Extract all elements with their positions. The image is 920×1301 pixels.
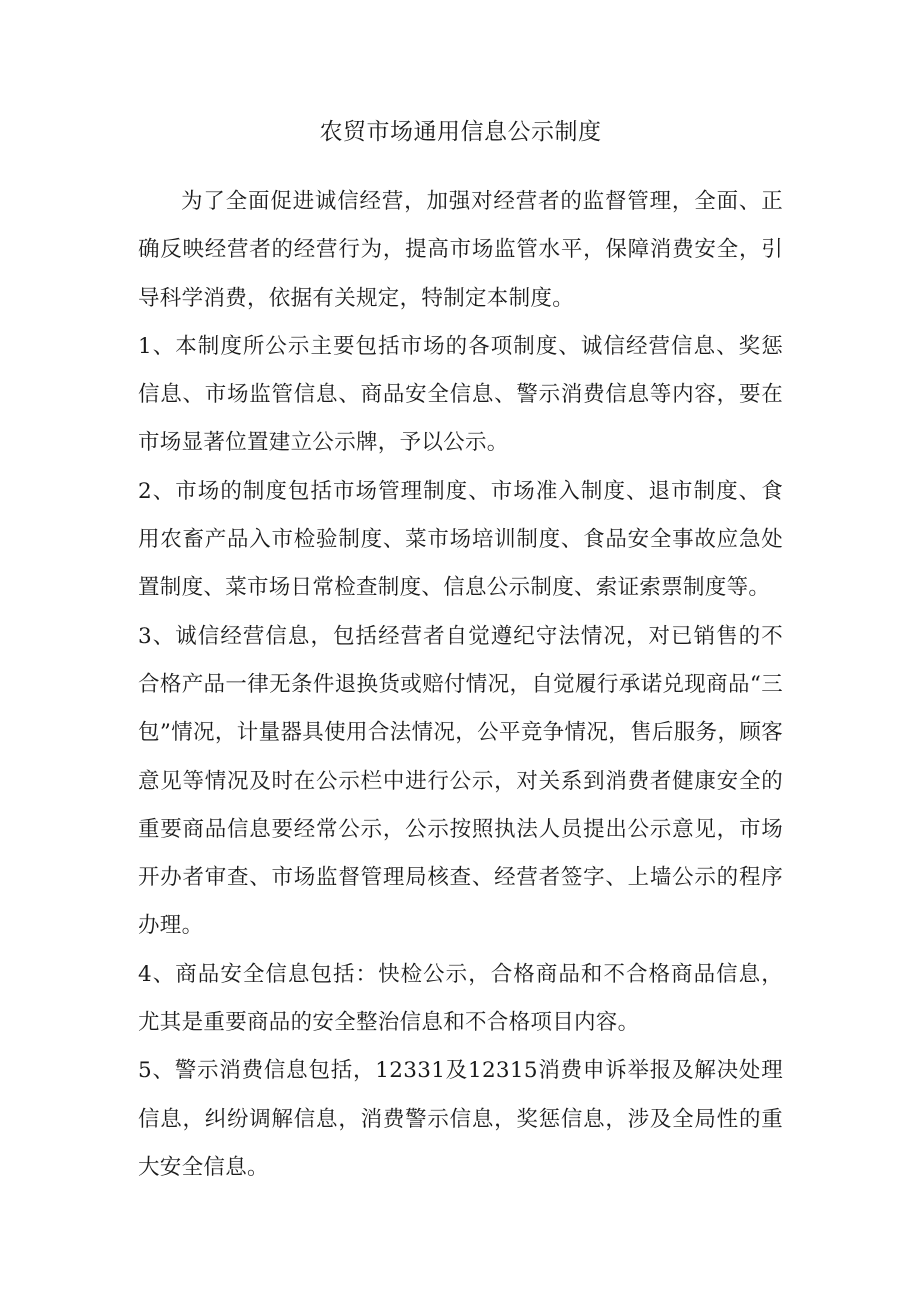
clause-4: 4、商品安全信息包括：快检公示，合格商品和不合格商品信息，尤其是重要商品的安全整治信息和不合格项目内容。: [138, 961, 783, 1036]
clause-1: 1、本制度所公示主要包括市场的各项制度、诚信经营信息、奖惩信息、市场监管信息、商品安全信息、警示消费信息等内容，要在市场显著位置建立公示牌，予以公示。: [138, 333, 783, 456]
intro-paragraph: 为了全面促进诚信经营，加强对经营者的监督管理，全面、正确反映经营者的经营行为，提高市场监管水平，保障消费安全，引导科学消费，依据有关规定，特制定本制度。: [138, 189, 783, 311]
clause-3: 3、诚信经营信息，包括经营者自觉遵纪守法情况，对已销售的不合格产品一律无条件退换货或赔付情况，自觉履行承诺兑现商品“三包”情况，计量器具使用合法情况，公平竞争情况，售后服务，顾客意见等情况及时在公示栏中进行公示，对关系到消费者健康安全的重要商品信息要经常公示，公示按照执法人员提出公示意见，市场开办者审查、市场监督管理局核查、经营者签字、上墙公示的程序办理。: [138, 623, 783, 939]
clause-2: 2、市场的制度包括市场管理制度、市场准入制度、退市制度、食用农畜产品入市检验制度、菜市场培训制度、食品安全事故应急处置制度、菜市场日常检查制度、信息公示制度、索证索票制度等。: [138, 478, 783, 601]
document-title: 农贸市场通用信息公示制度: [319, 119, 602, 145]
clause-5: 5、警示消费信息包括，12331及12315消费申诉举报及解决处理信息，纠纷调解信息，消费警示信息，奖惩信息，涉及全局性的重大安全信息。: [138, 1058, 783, 1180]
document-page: [138, 112, 783, 1192]
